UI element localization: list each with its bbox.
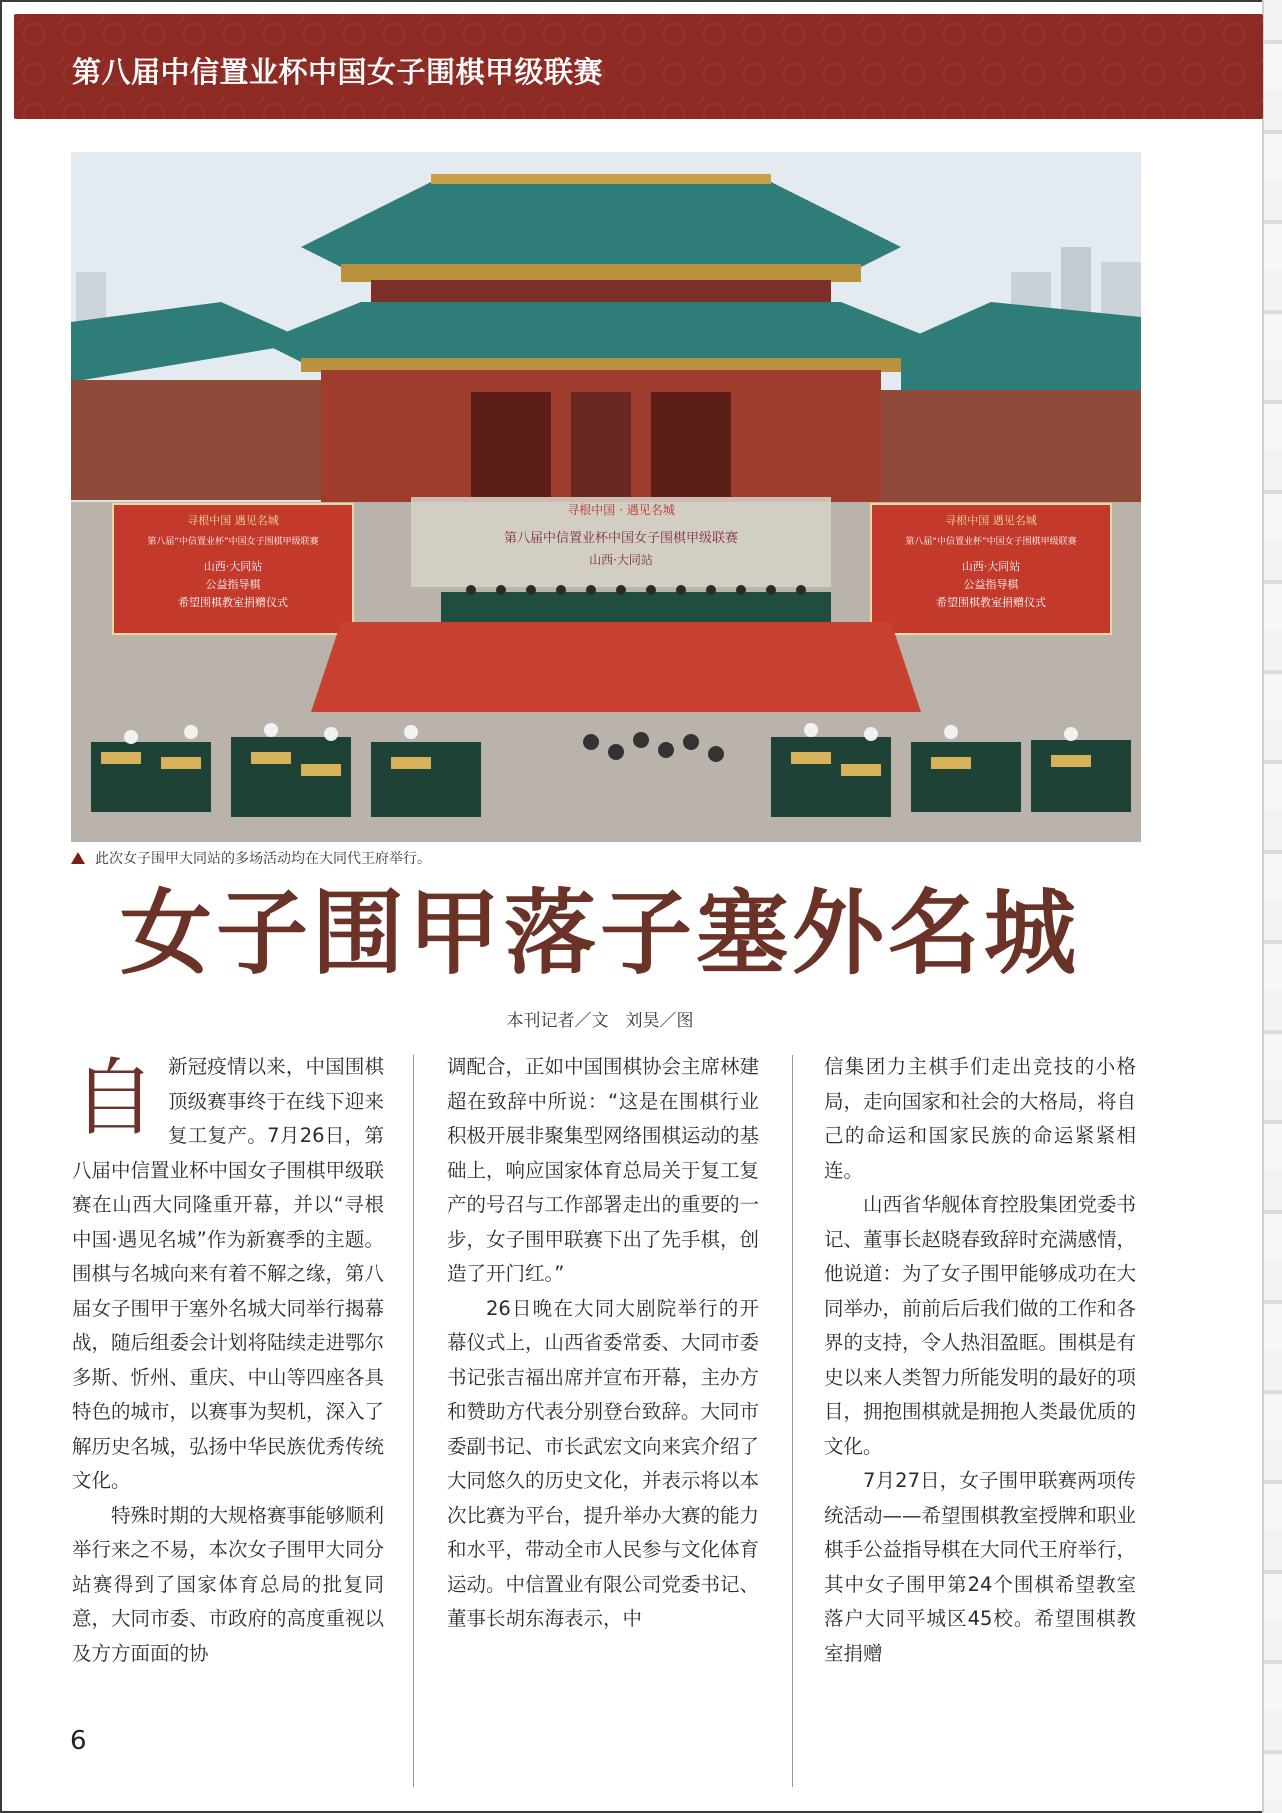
sign-left-line-4: 公益指导棋 bbox=[205, 578, 261, 591]
sign-right-line-4: 公益指导棋 bbox=[963, 578, 1019, 591]
stage-backdrop-line-3: 山西·大同站 bbox=[589, 553, 653, 567]
paragraph bbox=[72, 1050, 384, 1499]
page-number: 6 bbox=[70, 1726, 87, 1756]
sign-right-line-1: 寻根中国 遇见名城 bbox=[945, 514, 1037, 527]
sign-left-line-1: 寻根中国 遇见名城 bbox=[187, 514, 279, 527]
left-hall bbox=[71, 380, 331, 500]
drop-cap: 自 bbox=[72, 1049, 157, 1147]
photo-illustration bbox=[71, 152, 1141, 842]
paragraph: 特殊时期的大规格赛事能够顺利举行来之不易，本次女子围甲大同分站赛得到了国家体育总局的批复同意，大同市委、市政府的高度重视以及方方面面的协 bbox=[72, 1503, 385, 1665]
paragraph: 信集团力主棋手们走出竞技的小格局，走向国家和社会的大格局，将自己的命运和国家民族的命运紧紧相连。 bbox=[824, 1055, 1137, 1182]
column-divider bbox=[792, 1055, 793, 1787]
stage-backdrop-line-1: 寻根中国 · 遇见名城 bbox=[567, 503, 675, 517]
sign-right-line-5: 希望围棋教室捐赠仪式 bbox=[936, 596, 1046, 609]
paragraph: 山西省华舰体育控股集团党委书记、董事长赵晓春致辞时充满感情，他说道：为了女子围甲能够成功在大同举办，前前后后我们做的工作和各界的支持，令人热泪盈眶。围棋是有史以来人类智力所能发明的最好的项目，拥抱围棋就是拥抱人类最优质的文化。 bbox=[824, 1193, 1137, 1458]
paragraph: 调配合，正如中国围棋协会主席林建超在致辞中所说：“这是在围棋行业积极开展非聚集型网络围棋运动的基础上，响应国家体育总局关于复工复产的号召与工作部署走出的重要的一步，女子围甲联赛下出了先手棋，创造了开门红。” bbox=[447, 1055, 760, 1285]
caption-text: 此次女子围甲大同站的多场活动均在大同代王府举行。 bbox=[95, 851, 431, 867]
sign-right-line-3: 山西·大同站 bbox=[961, 560, 1021, 573]
sign-left-line-5: 希望围棋教室捐赠仪式 bbox=[178, 596, 288, 609]
event-photo bbox=[71, 152, 1141, 842]
caption-triangle-icon bbox=[71, 852, 85, 864]
paragraph: 7月27日，女子围甲联赛两项传统活动——希望围棋教室授牌和职业棋手公益指导棋在大同代王府举行，其中女子围甲第24个围棋希望教室落户大同平城区45校。希望围棋教室捐赠 bbox=[824, 1469, 1137, 1665]
article-byline: 本刊记者／文 刘昊／图 bbox=[506, 1011, 694, 1031]
main-roof-lower bbox=[261, 302, 941, 362]
article-column-2 bbox=[447, 1050, 759, 1637]
sign-left-line-2: 第八届“中信置业杯”中国女子围棋甲级联赛 bbox=[147, 537, 319, 547]
sign-right-line-2: 第八届“中信置业杯”中国女子围棋甲级联赛 bbox=[905, 537, 1077, 547]
right-hall bbox=[881, 390, 1141, 510]
head-table bbox=[441, 592, 831, 622]
stage-backdrop-line-2: 第八届中信置业杯中国女子围棋甲级联赛 bbox=[503, 531, 739, 546]
paragraph: 26日晚在大同大剧院举行的开幕仪式上，山西省委常委、大同市委书记张吉福出席并宣布开幕，主办方和赞助方代表分别登台致辞。大同市委副书记、市长武宏文向来宾介绍了大同悠久的历史文化，并表示将以本次比赛为平台，提升举办大赛的能力和水平，带动全市人民参与文化体育运动。中信置业有限公司党委书记、董事长胡东海表示，中 bbox=[447, 1296, 760, 1630]
paragraph-text: 新冠疫情以来，中国围棋顶级赛事终于在线下迎来复工复产。7月26日，第八届中信置业杯中国女子围棋甲级联赛在山西大同隆重开幕，并以“寻根中国·遇见名城”作为新赛季的主题。围棋与名城向来有着不解之缘，第八届女子围甲于塞外名城大同举行揭幕战，随后组委会计划将陆续走进鄂尔多斯、忻州、重庆、中山等四座各具特色的城市，以赛事为契机，深入了解历史名城，弘扬中华民族优秀传统文化。 bbox=[72, 1055, 385, 1492]
photo-caption bbox=[71, 848, 431, 868]
article-column-3 bbox=[824, 1050, 1136, 1671]
article-column-1 bbox=[72, 1050, 384, 1671]
scan-edge bbox=[1262, 0, 1282, 1813]
section-banner bbox=[14, 14, 1263, 119]
article-headline: 女子围甲落子塞外名城 bbox=[119, 880, 1080, 987]
stage bbox=[311, 622, 921, 712]
column-divider bbox=[413, 1055, 414, 1787]
banner-title: 第八届中信置业杯中国女子围棋甲级联赛 bbox=[72, 55, 604, 89]
sign-left-line-3: 山西·大同站 bbox=[203, 560, 263, 573]
